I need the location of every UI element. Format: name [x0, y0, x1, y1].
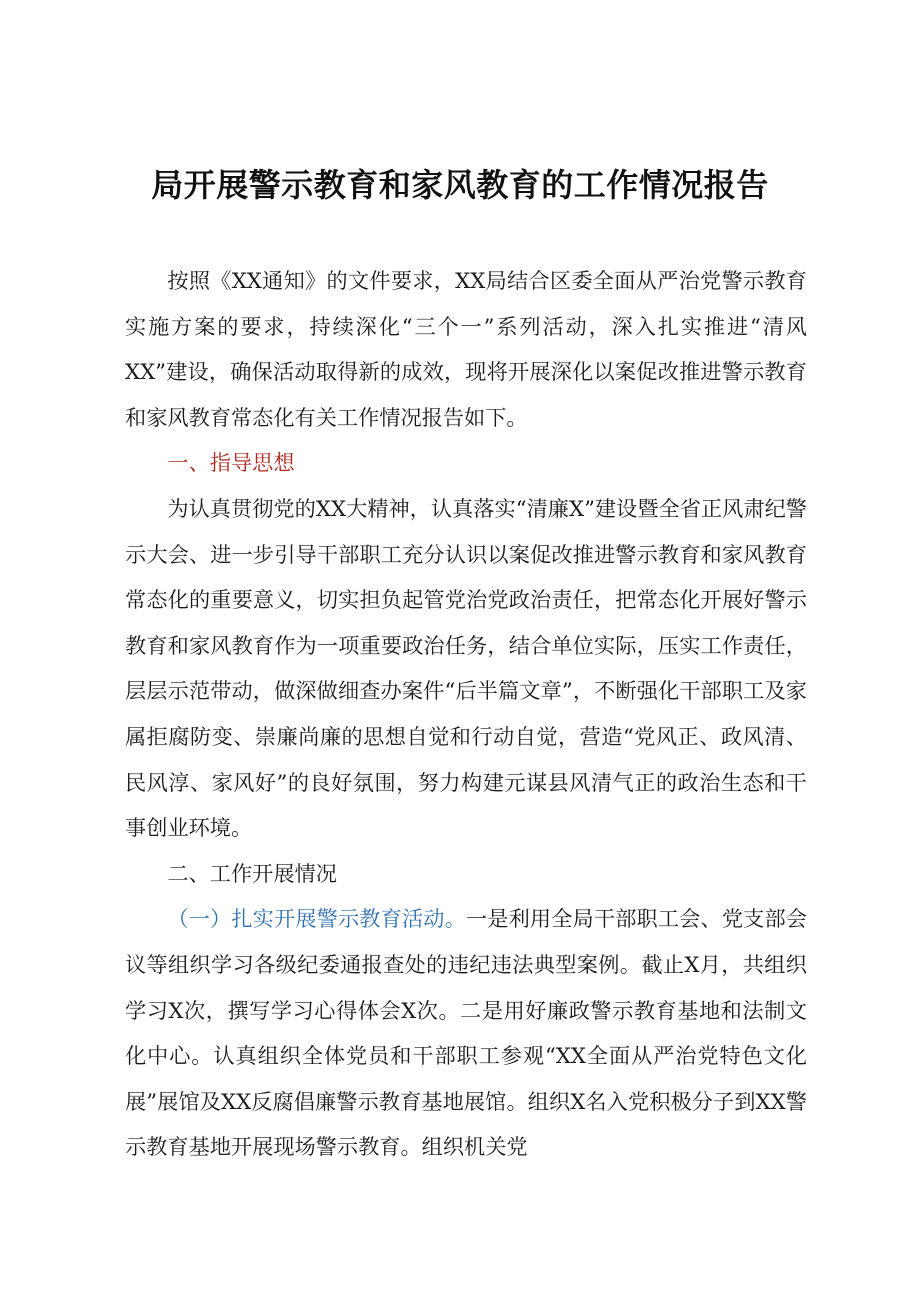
subsection-heading-warning-education: （一）扎实开展警示教育活动。	[167, 906, 466, 932]
intro-paragraph: 按照《XX通知》的文件要求，XX局结合区委全面从严治党警示教育实施方案的要求，持续深化“三个一”系列活动，深入扎实推进“清风XX”建设，确保活动取得新的成效，现将开展深化以案促改推进警示教育和家风教育常态化有关工作情况报告如下。	[125, 268, 807, 430]
section-heading-guiding-ideology: 一、指导思想	[167, 450, 295, 476]
work-progress-paragraph	[125, 896, 807, 1170]
warning-education-text: 一是利用全局干部职工会、党支部会议等组织学习各级纪委通报查处的违纪违法典型案例。截止X月，共组织学习X次，撰写学习心得体会X次。二是用好廉政警示教育基地和法制文化中心。认真组织全体党员和干部职工参观“XX全面从严治党特色文化展”展馆及XX反腐倡廉警示教育基地展馆。组织X名入党积极分子到XX警示教育基地开展现场警示教育。组织机关党	[125, 906, 807, 1160]
document-title: 局开展警示教育和家风教育的工作情况报告	[151, 166, 769, 204]
guiding-ideology-paragraph: 为认真贯彻党的XX大精神，认真落实“清廉X”建设暨全省正风肃纪警示大会、进一步引导干部职工充分认识以案促改推进警示教育和家风教育常态化的重要意义，切实担负起管党治党政治责任，把常态化开展好警示教育和家风教育作为一项重要政治任务，结合单位实际，压实工作责任，层层示范带动，做深做细查办案件“后半篇文章”，不断强化干部职工及家属拒腐防变、崇廉尚廉的思想自觉和行动自觉，营造“党风正、政风清、民风淳、家风好”的良好氛围，努力构建元谋县风清气正的政治生态和干事创业环境。	[125, 495, 807, 841]
section-heading-work-progress: 二、工作开展情况	[167, 860, 337, 886]
document-body	[125, 258, 807, 1170]
